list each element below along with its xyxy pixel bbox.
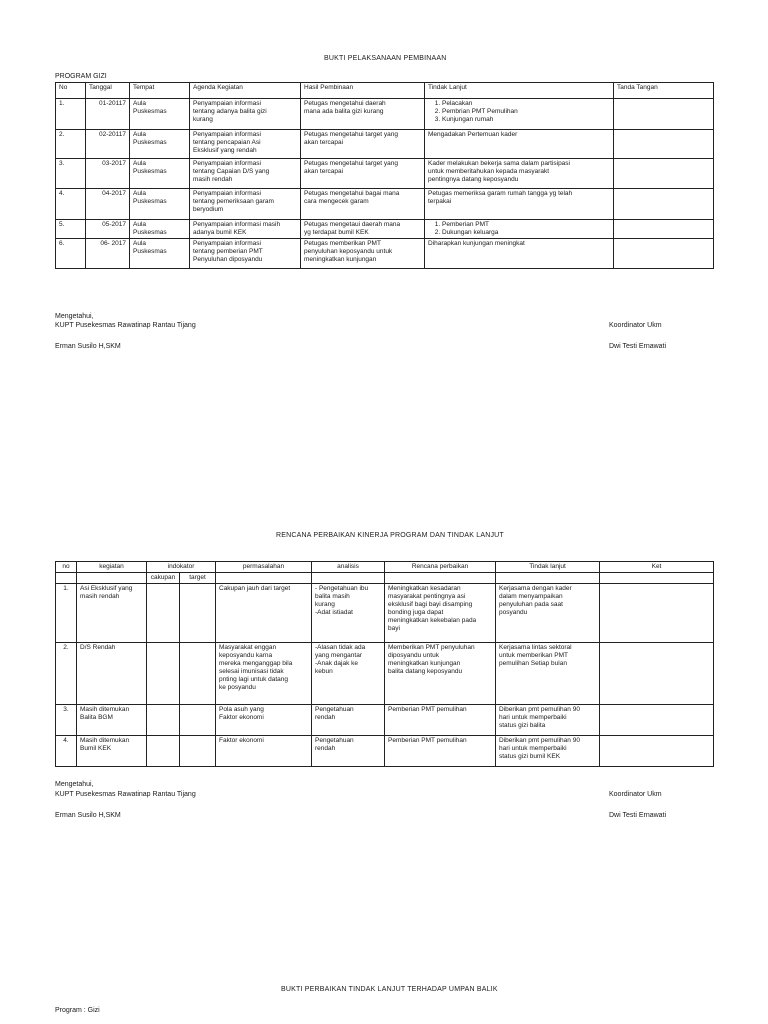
cell-tindak-lanjut: Kerjasama dengan kader dalam menyampaikan penyuluhan pada saat posyandu: [496, 584, 600, 643]
cell-hasil: Petugas mengetahui target yang akan tercapai: [301, 159, 425, 189]
program-gizi-label: Program : Gizi: [55, 1007, 100, 1014]
pembinaan-table: [55, 82, 714, 269]
cell-target: [180, 643, 216, 705]
tindak-lanjut-list: [428, 221, 610, 237]
cell-ket: [600, 705, 714, 736]
cell-tanggal: 06- 2017: [86, 239, 130, 269]
cell-no: 6.: [56, 239, 86, 269]
cell-tindak-lanjut: Kerjasama lintas sektoral untuk memberikan PMT pemulihan Setiap bulan: [496, 643, 600, 705]
cell-tanggal: 01-20117: [86, 99, 130, 130]
header-ttd: Tanda Tangan: [614, 83, 714, 99]
cell-agenda: Penyampaian informasi tentang Capaian D/S yang masih rendah: [190, 159, 301, 189]
cell-tempat: Aula Puskesmas: [130, 130, 190, 159]
table-row: [56, 159, 714, 189]
table-row: [56, 643, 714, 705]
kupt-name-1: Erman Susilo H,SKM: [55, 343, 121, 350]
cell-tanggal: 02-20117: [86, 130, 130, 159]
cell-tempat: Aula Puskesmas: [130, 99, 190, 130]
cell-tanda-tangan: [614, 189, 714, 220]
cell-agenda: Penyampaian informasi tentang pemeriksaan garam beryodium: [190, 189, 301, 220]
subheader-cakupan: cakupan: [147, 573, 180, 584]
cell-ket: [600, 643, 714, 705]
program-label: PROGRAM GIZI: [55, 73, 107, 80]
cell-hasil: Petugas mengetahui bagai mana cara mengecek garam: [301, 189, 425, 220]
cell-hasil: Petugas mengetaui daerah mana yg terdapat bumil KEK: [301, 220, 425, 239]
cell-tindak-lanjut: [425, 220, 614, 239]
koordinator-title-2: Koordinator Ukm: [609, 791, 662, 798]
cell-tempat: Aula Puskesmas: [130, 159, 190, 189]
cell-analisis: Pengetahuan rendah: [312, 736, 385, 767]
cell-analisis: - Pengetahuan ibu balita masih kurang -Adat istiadat: [312, 584, 385, 643]
cell-tempat: Aula Puskesmas: [130, 220, 190, 239]
cell-kegiatan: Masih ditemukan Balita BGM: [77, 705, 147, 736]
kupt-title-1: KUPT Pusekesmas Rawatinap Rantau Tijang: [55, 322, 196, 329]
kupt-name-2: Erman Susilo H,SKM: [55, 812, 121, 819]
cell-ket: [600, 584, 714, 643]
section3-title: BUKTI PERBAIKAN TINDAK LANJUT TERHADAP UMPAN BALIK: [281, 986, 498, 993]
cell-tindak-lanjut: Diberikan pmt pemulihan 90 hari untuk memperbaiki status gizi balita: [496, 705, 600, 736]
cell-tindak-lanjut: Diberikan pmt pemulihan 90 hari untuk memperbaiki status gizi bumil KEK: [496, 736, 600, 767]
list-item: 2. Dukungan keluarga: [442, 229, 610, 237]
header-indikator: indokator: [147, 562, 216, 573]
table-row: [56, 584, 714, 643]
cell-tanda-tangan: [614, 220, 714, 239]
header-kegiatan: kegiatan: [77, 562, 147, 573]
subheader-target: target: [180, 573, 216, 584]
cell-tanda-tangan: [614, 130, 714, 159]
cell-tanggal: 03-2017: [86, 159, 130, 189]
cell-ket: [600, 736, 714, 767]
table-row: [56, 239, 714, 269]
cell-analisis: Pengetahuan rendah: [312, 705, 385, 736]
section1-title: BUKTI PELAKSANAAN PEMBINAAN: [324, 55, 447, 62]
cell-permasalahan: Faktor ekonomi: [216, 736, 312, 767]
cell-tanda-tangan: [614, 239, 714, 269]
cell-no: 2.: [56, 130, 86, 159]
header-tindak: Tindak Lanjut: [425, 83, 614, 99]
cell-tanggal: 04-2017: [86, 189, 130, 220]
tindak-lanjut-list: [428, 100, 610, 124]
cell-cakupan: [147, 643, 180, 705]
cell-rencana: Pemberian PMT pemulihan: [385, 736, 496, 767]
cell-hasil: Petugas mengetahui daerah mana ada balita gizi kurang: [301, 99, 425, 130]
header-hasil: Hasil Pembinaan: [301, 83, 425, 99]
cell-no: 3.: [56, 159, 86, 189]
cell-rencana: Pemberian PMT pemulihan: [385, 705, 496, 736]
cell-rencana: Meningkatkan kesadaran masyarakat pentingnya asi eksklusif bagi bayi disamping bonding juga dapat meningkatkan kekebalan pada bayi: [385, 584, 496, 643]
table-row: [56, 130, 714, 159]
cell-analisis: -Alasan tidak ada yang mengantar -Anak dajak ke kebun: [312, 643, 385, 705]
header-no: No: [56, 83, 86, 99]
koordinator-name-1: Dwi Testi Ernawati: [609, 343, 667, 350]
cell-tindak-lanjut: Diharapkan kunjungan meningkat: [425, 239, 614, 269]
koordinator-name-2: Dwi Testi Ernawati: [609, 812, 667, 819]
cell-no: 4.: [56, 189, 86, 220]
cell-agenda: Penyampaian informasi tentang adanya balita gizi kurang: [190, 99, 301, 130]
header-no-2: no: [56, 562, 77, 573]
table-row: [56, 99, 714, 130]
cell-kegiatan: Asi Eksklusif yang masih rendah: [77, 584, 147, 643]
cell-tindak-lanjut: Petugas memeriksa garam rumah tangga yg telah terpakai: [425, 189, 614, 220]
mengetahui-label-2: Mengetahui,: [55, 781, 94, 788]
cell-hasil: Petugas memberikan PMT penyuluhan keposyandu untuk meningkatkan kunjungan: [301, 239, 425, 269]
cell-permasalahan: Cakupan jauh dari target: [216, 584, 312, 643]
cell-tindak-lanjut: Kader melakukan bekerja sama dalam partisipasi untuk memberitahukan kepada masyarakt pentingnya datang keposyandu: [425, 159, 614, 189]
cell-target: [180, 705, 216, 736]
table-row: [56, 736, 714, 767]
cell-no: 4.: [56, 736, 77, 767]
koordinator-title-1: Koordinator Ukm: [609, 322, 662, 329]
table-row: [56, 220, 714, 239]
cell-target: [180, 736, 216, 767]
mengetahui-label-1: Mengetahui,: [55, 313, 94, 320]
cell-agenda: Penyampaian informasi tentang pencapaian Asi Eksklusif yang rendah: [190, 130, 301, 159]
section2-title: RENCANA PERBAIKAN KINERJA PROGRAM DAN TINDAK LANJUT: [276, 532, 504, 539]
header-tindak-lanjut: Tindak lanjut: [496, 562, 600, 573]
cell-tanggal: 05-2017: [86, 220, 130, 239]
cell-cakupan: [147, 736, 180, 767]
cell-cakupan: [147, 584, 180, 643]
cell-rencana: Memberikan PMT penyuluhan diposyandu untuk meningkatkan kunjungan balita datang keposyandu: [385, 643, 496, 705]
header-analisis: analisis: [312, 562, 385, 573]
cell-tanda-tangan: [614, 159, 714, 189]
cell-permasalahan: Pola asuh yang Faktor ekonomi: [216, 705, 312, 736]
table-row: [56, 705, 714, 736]
cell-kegiatan: D/S Rendah: [77, 643, 147, 705]
cell-no: 5.: [56, 220, 86, 239]
header-tanggal: Tanggal: [86, 83, 130, 99]
cell-cakupan: [147, 705, 180, 736]
list-item: 1. Pemberian PMT: [442, 221, 610, 229]
cell-agenda: Penyampaian informasi tentang pemberian PMT Penyuluhan diposyandu: [190, 239, 301, 269]
list-item: 2. Pembrian PMT Pemulihan: [442, 108, 610, 116]
list-item: 3. Kunjungan rumah: [442, 116, 610, 124]
cell-no: 1.: [56, 584, 77, 643]
list-item: 1. Pelacakan: [442, 100, 610, 108]
rencana-table: [55, 561, 714, 767]
cell-no: 2.: [56, 643, 77, 705]
header-tempat: Tempat: [130, 83, 190, 99]
cell-hasil: Petugas mengetahui target yang akan tercapai: [301, 130, 425, 159]
header-rencana: Rencana perbaikan: [385, 562, 496, 573]
cell-tempat: Aula Puskesmas: [130, 239, 190, 269]
kupt-title-2: KUPT Pusekesmas Rawatinap Rantau Tijang: [55, 791, 196, 798]
cell-target: [180, 584, 216, 643]
cell-permasalahan: Masyarakat enggan keposyandu karna mereka menganggap bila selesai imunisasi tidak pnting lagi untuk datang ke posyandu: [216, 643, 312, 705]
header-permasalahan: permasalahan: [216, 562, 312, 573]
cell-tanda-tangan: [614, 99, 714, 130]
cell-agenda: Penyampaian informasi masih adanya bumil KEK: [190, 220, 301, 239]
cell-tempat: Aula Puskesmas: [130, 189, 190, 220]
cell-no: 1.: [56, 99, 86, 130]
cell-tindak-lanjut: Mengadakan Pertemuan kader: [425, 130, 614, 159]
header-agenda: Agenda Kegiatan: [190, 83, 301, 99]
header-ket: Ket: [600, 562, 714, 573]
table-row: [56, 189, 714, 220]
cell-no: 3.: [56, 705, 77, 736]
cell-tindak-lanjut: [425, 99, 614, 130]
cell-kegiatan: Masih ditemukan Bumil KEK: [77, 736, 147, 767]
